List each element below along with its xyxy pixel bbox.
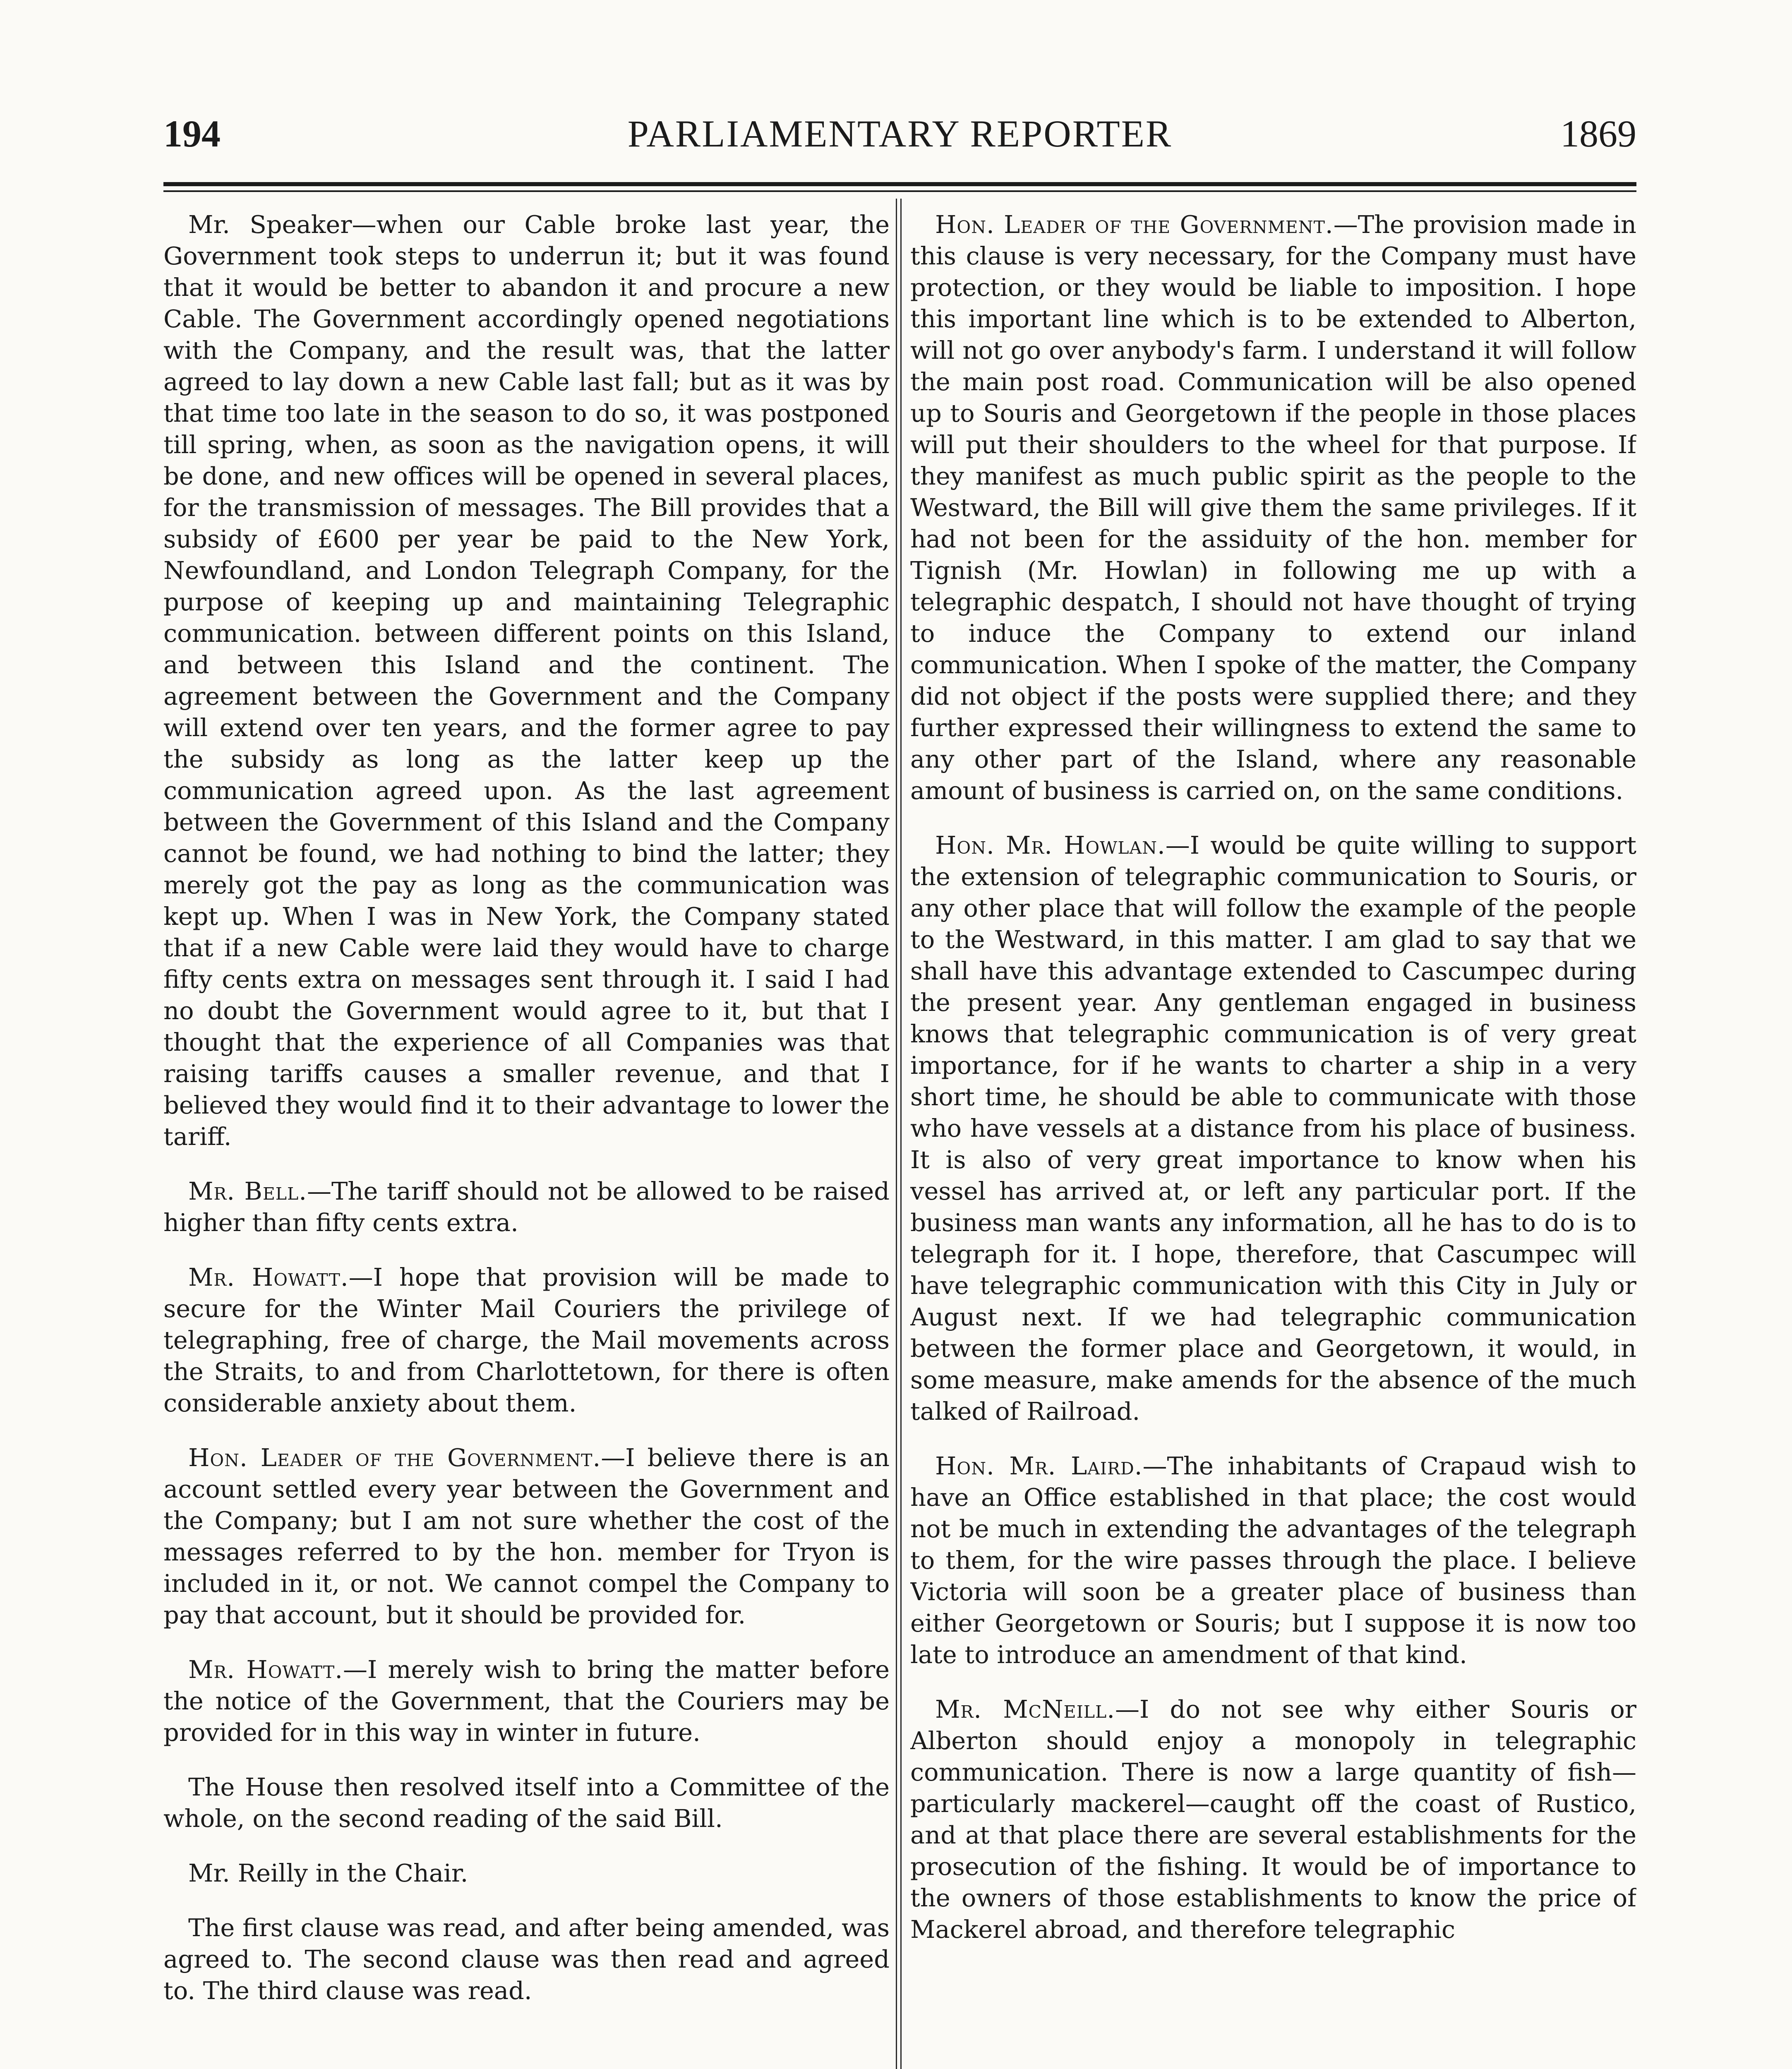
- paragraph-text: —The provision made in this clause is very necessary, for the Company must have protection, or they would be liable to imposition. I hope this important line which is to be extended to Alberton, will not go over anybody's farm. I understand it will follow the main post road. Communication will be also opened up to Souris and Georgetown if the people in those places will put their shoulders to the wheel for that purpose. If they manifest as much public spirit as the people to the Westward, the Bill will give them the same privileges. If it had not been for the assiduity of the hon. member for Tignish (Mr. Howlan) in following me up with a telegraphic despatch, I should not have thought of trying to induce the Company to extend our inland communication. When I spoke of the matter, the Company did not object if the posts were supplied there; and they further expressed their willingness to extend the same to any other part of the Island, where any reasonable amount of business is carried on, on the same conditions.: [910, 210, 1636, 805]
- paragraph: [910, 209, 1636, 806]
- paragraph-text: —I believe there is an account settled every year between the Government and the Company; but I am not sure whether the cost of the messages referred to by the hon. member for Tryon is included in it, or not. We cannot compel the Company to pay that account, but it should be provided for.: [163, 1443, 890, 1629]
- paragraph-text: Mr. Speaker—when our Cable broke last year, the Government took steps to underrun it; but it was found that it would be better to abandon it and procure a new Cable. The Government accordingly opened negotiations with the Company, and the result was, that the latter agreed to lay down a new Cable last fall; but as it was by that time too late in the season to do so, it was postponed till spring, when, as soon as the navigation opens, it will be done, and new offices will be opened in several places, for the transmission of messages. The Bill provides that a subsidy of £600 per year be paid to the New York, Newfoundland, and London Telegraph Company, for the purpose of keeping up and maintaining Telegraphic communication. between different points on this Island, and between this Island and the continent. The agreement between the Government and the Company will extend over ten years, and the former agree to pay the subsidy as long as the latter keep up the communication agreed upon. As the last agreement between the Government of this Island and the Company cannot be found, we had nothing to bind the latter; they merely got the pay as long as the communication was kept up. When I was in New York, the Company stated that if a new Cable were laid they would have to charge fifty cents extra on messages sent through it. I said I had no doubt the Government would agree to it, but that I thought that the experience of all Companies was that raising tariffs causes a smaller revenue, and that I believed they would find it to their advantage to lower the tariff.: [163, 210, 890, 1151]
- paragraph: [163, 1654, 890, 1748]
- speaker-name: Mr. Howatt.: [188, 1655, 343, 1684]
- paragraph: [163, 209, 890, 1152]
- paragraph-text: —I merely wish to bring the matter before the notice of the Government, that the Couriers may be provided for in this way in winter in future.: [163, 1655, 890, 1747]
- paragraph: [163, 1262, 890, 1419]
- paragraph-text: —I do not see why either Souris or Alberton should enjoy a monopoly in telegraphic communication. There is now a large quantity of fish—particularly mackerel—caught off the coast of Rustico, and at that place there are several establishments for the prosecution of the fishing. It would be of importance to the owners of those establishments to know the price of Mackerel abroad, and therefore telegraphic: [910, 1695, 1636, 1944]
- header-rule-thin: [163, 190, 1636, 192]
- paragraph-text: —The tariff should not be allowed to be raised higher than fifty cents extra.: [163, 1177, 890, 1237]
- paragraph: [163, 1771, 890, 1834]
- speaker-name: Hon. Mr. Howlan.: [935, 831, 1166, 859]
- paragraph-text: —I hope that provision will be made to secure for the Winter Mail Couriers the privilege of telegraphing, free of charge, the Mail movements across the Straits, to and from Charlottetown, for there is often considerable anxiety about them.: [163, 1263, 890, 1417]
- paragraph-text: —The inhabitants of Crapaud wish to have an Office established in that place; the cost would not be much in extending the advantages of the telegraph to them, for the wire passes through the place. I believe Victoria will soon be a greater place of business than either Georgetown or Souris; but I suppose it is now too late to introduce an amendment of that kind.: [910, 1452, 1636, 1669]
- speaker-name: Hon. Mr. Laird.: [935, 1452, 1143, 1480]
- speaker-name: Hon. Leader of the Government.: [188, 1443, 601, 1472]
- paragraph: [910, 1450, 1636, 1671]
- page-year: 1869: [1560, 113, 1636, 155]
- paragraph-text: —I would be quite willing to support the extension of telegraphic communication to Souris, or any other place that will follow the example of the people to the Westward, in this matter. I am glad to say that we shall have this advantage extended to Cascumpec during the present year. Any gentleman engaged in business knows that telegraphic communication is of very great importance, for if he wants to charter a ship in a very short time, he should be able to communicate with those who have vessels at a distance from his place of business. It is also of very great importance to know when his vessel has arrived at, or left any particular port. If the business man wants any information, all he has to do is to telegraph for it. I hope, therefore, that Cascumpec will have telegraphic communication with this City in July or August next. If we had telegraphic communication between the former place and Georgetown, it would, in some measure, make amends for the absence of the much talked of Railroad.: [910, 831, 1636, 1426]
- speaker-name: Hon. Leader of the Government.: [935, 210, 1334, 239]
- page-header: [163, 103, 1636, 170]
- paragraph: [163, 1176, 890, 1239]
- right-column: [910, 209, 1636, 2069]
- speaker-name: Mr. McNeill.: [935, 1695, 1116, 1723]
- paragraph: [163, 1912, 890, 2007]
- paragraph-text: The House then resolved itself into a Committee of the whole, on the second reading of the said Bill.: [163, 1773, 890, 1833]
- paragraph-text: The first clause was read, and after being amended, was agreed to. The second clause was then read and agreed to. The third clause was read.: [163, 1913, 890, 2005]
- column-divider: [896, 199, 902, 2069]
- paragraph: [163, 1442, 890, 1631]
- paragraph: [910, 830, 1636, 1427]
- running-title: PARLIAMENTARY REPORTER: [627, 113, 1173, 155]
- paragraph: [910, 1694, 1636, 1945]
- paragraph: [163, 1858, 890, 1889]
- header-rule-thick: [163, 182, 1636, 186]
- page-number: 194: [163, 113, 221, 155]
- speaker-name: Mr. Bell.: [188, 1177, 307, 1205]
- paragraph-text: Mr. Reilly in the Chair.: [188, 1859, 468, 1887]
- left-column: [163, 209, 890, 2069]
- speaker-name: Mr. Howatt.: [188, 1263, 349, 1291]
